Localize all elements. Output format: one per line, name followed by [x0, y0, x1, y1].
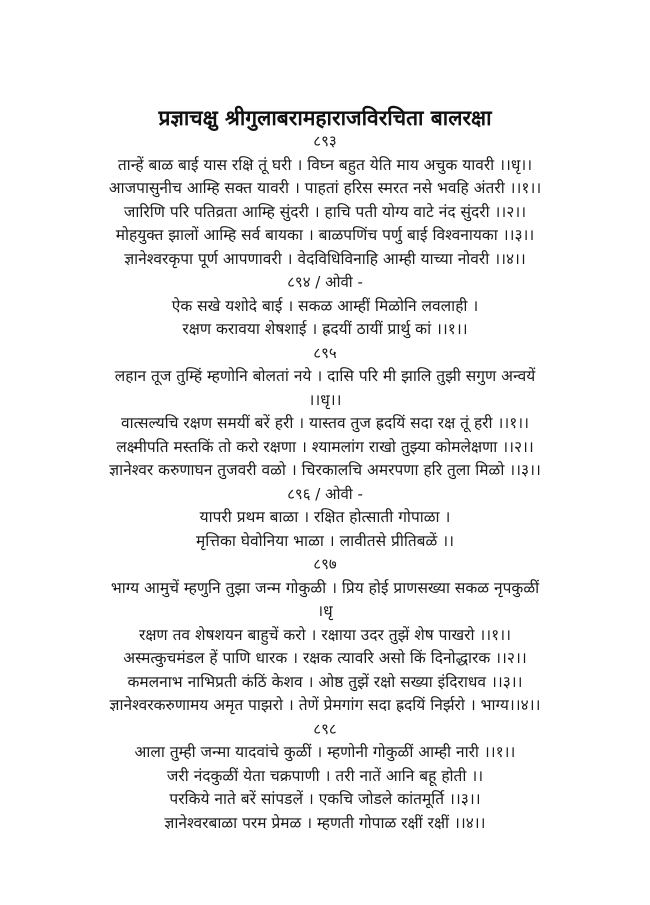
verse-line: ज्ञानेश्वर करुणाघन तुजवरी वळो । चिरकालचि अमरपणा हरि तुला मिळो ।।३।।: [109, 461, 541, 479]
verse-line: ।।धृ।।: [308, 390, 342, 409]
verse-line: जरी नंदकुळीं येता चक्रपाणी । तरी नातें आनि बहू होती ।।: [166, 766, 484, 785]
page-title: प्रज्ञाचक्षु श्रीगुलाबरामहाराजविरचिता बालरक्षा: [158, 106, 492, 130]
verse-line: रक्षण तव शेषशयन बाहुचें करो । रक्षाया उदर तुझें शेष पाखरो ।।१।।: [138, 625, 511, 644]
verse-line: तान्हें बाळ बाई यास रक्षि तूं घरी । विघ्न बहुत येति माय अचुक यावरी ।।धृ।।: [117, 155, 533, 174]
verse-line: ऐक सखे यशोदे बाई । सकळ आम्हीं मिळोनि लवलाही ।: [171, 296, 479, 315]
verse-line: अस्मत्कुचमंडल हें पाणि धारक । रक्षक त्यावरि असो किं दिनोद्धारक ।।२।।: [123, 649, 527, 667]
verse-line: ज्ञानेश्वरबाळा परम प्रेमळ । म्हणती गोपाळ रक्षीं रक्षीं ।।४।।: [164, 813, 486, 832]
verse-line: यापरी प्रथम बाळा । रक्षित होत्साती गोपाळा ।: [199, 508, 451, 526]
section-number: ८९५: [313, 343, 337, 362]
verse-line: लहान तूज तुम्हिं म्हणोनि बोलतां नये । दासि परि मी झालि तुझी सगुण अन्वयें: [114, 367, 536, 385]
verse-line: मोहयुक्त झालों आम्हि सर्व बायका । बाळपणिंच पर्णु बाई विश्वनायका ।।३।।: [115, 226, 535, 244]
verse-body: [0, 130, 650, 835]
verse-line: आजपासुनीच आम्हि सक्त यावरी । पाहतां हरिस स्मरत नसे भवहि अंतरी ।।१।।: [108, 179, 542, 197]
verse-line: मृत्तिका घेवोनिया भाळा । लावीतसे प्रीतिबळें ।।: [195, 531, 454, 550]
verse-line: परकिये नाते बरें सांपडलें । एकचि जोडले कांतमूर्ति ।।३।।: [169, 790, 481, 808]
section-number: ८९४ / ओवी -: [287, 273, 363, 291]
verse-line: वात्सल्यचि रक्षण समयीं बरें हरी । यास्तव तुज ह्रदयिं सदा रक्ष तूं हरी ।।१।।: [120, 414, 530, 432]
verse-line: आला तुम्ही जन्मा यादवांचे कुळीं । म्हणोनी गोकुळीं आम्ही नारी ।।१।।: [134, 743, 516, 761]
verse-line: कमलनाभ नाभिप्रती कंठिं केशव । ओष्ठ तुझें रक्षो सख्या इंदिराधव ।।३।।: [127, 672, 523, 691]
verse-line: भाग्य आमुचें म्हणुनि तुझा जन्म गोकुळी । प्रिय होई प्राणसख्या सकळ नृपकुळीं: [110, 578, 540, 597]
section-number: ८९७: [313, 555, 337, 573]
section-number: ८९३: [313, 132, 337, 150]
verse-line: लक्ष्मीपति मस्तकिं तो करो रक्षणा । श्यामलांग राखो तुझ्या कोमलेक्षणा ।।२।।: [116, 437, 534, 456]
verse-line: रक्षण करावया शेषशाई । ह्रदयीं ठायीं प्रार्थु कां ।।१।।: [182, 320, 468, 338]
section-number: ८९८: [313, 719, 337, 738]
verse-line: ।धृ: [317, 602, 333, 620]
section-number: ८९६ / ओवी -: [287, 484, 363, 503]
verse-line: ज्ञानेश्वरकृपा पूर्ण आपणावरी । वेदविधिविनाहि आम्ही याच्या नोवरी ।।४।।: [124, 249, 526, 268]
verse-line: जारिणि परि पतिव्रता आम्हि सुंदरी । हाचि पती योग्य वाटे नंद सुंदरी ।।२।।: [123, 202, 527, 221]
verse-line: ज्ञानेश्वरकरुणामय अमृत पाझरो । तेणें प्रेमगांग सदा ह्रदयिं निर्झरो । भाग्य।।४।।: [109, 696, 541, 714]
